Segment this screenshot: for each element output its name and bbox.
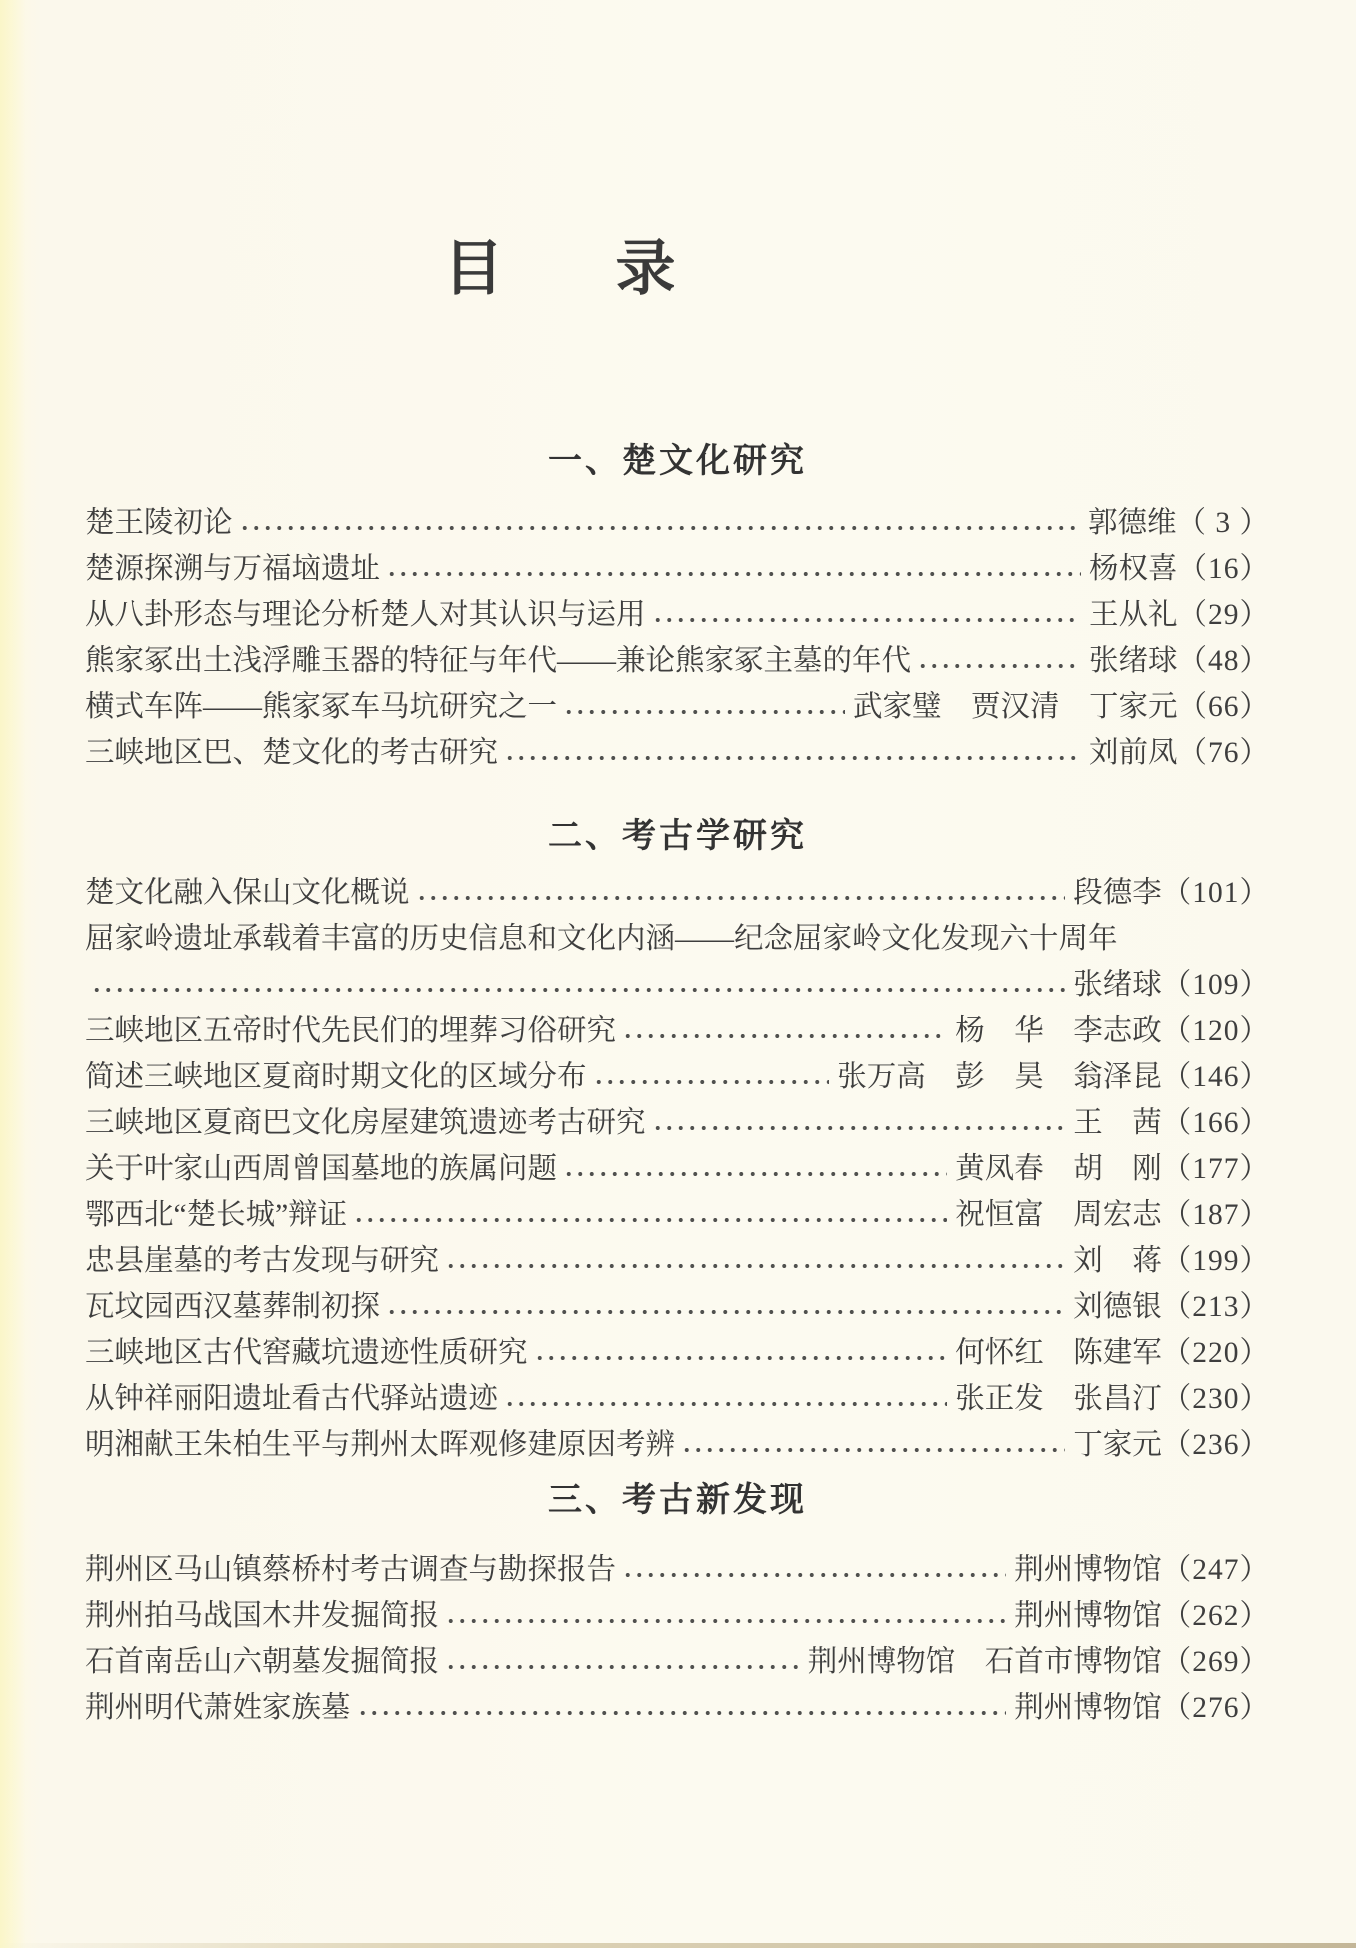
page-title-char: 目 <box>443 236 504 302</box>
entry-authors: 荆州博物馆 <box>1014 1554 1162 1586</box>
toc-entry <box>85 870 1270 916</box>
toc-entry <box>85 592 1270 638</box>
entry-page-number: （76） <box>1177 737 1270 769</box>
entry-page-number: （48） <box>1177 645 1270 677</box>
entry-title: 三峡地区夏商巴文化房屋建筑遗迹考古研究 <box>85 1107 646 1139</box>
toc-entry <box>85 1238 1270 1284</box>
toc-section <box>85 1480 1270 1731</box>
toc-entry <box>85 1192 1270 1238</box>
toc-entry <box>85 1639 1270 1685</box>
section-entries <box>85 1547 1270 1731</box>
toc-entry <box>85 1008 1270 1054</box>
entry-page-number: （276） <box>1161 1692 1270 1724</box>
entry-title: 三峡地区五帝时代先民们的埋葬习俗研究 <box>85 1015 617 1047</box>
toc-entry <box>85 962 1270 1008</box>
entry-page-number: （247） <box>1161 1554 1270 1586</box>
entry-page-number: （213） <box>1161 1291 1270 1323</box>
entry-authors: 张绪球 <box>1088 645 1178 677</box>
dot-leader <box>353 1192 947 1238</box>
entry-authors: 何怀红 陈建军 <box>955 1337 1162 1369</box>
entry-title: 楚王陵初论 <box>85 507 233 539</box>
toc-entry <box>85 546 1270 592</box>
entry-title: 忠县崖墓的考古发现与研究 <box>85 1245 440 1277</box>
toc-entry <box>85 1685 1270 1731</box>
entry-title: 楚文化融入保山文化概说 <box>85 877 410 909</box>
entry-page-number: （236） <box>1161 1429 1270 1461</box>
toc-entry <box>85 730 1270 776</box>
toc-sections <box>85 441 1270 1731</box>
toc-entry <box>85 1146 1270 1192</box>
entry-authors: 张绪球 <box>1073 969 1162 1001</box>
toc-entry <box>85 1284 1270 1330</box>
dot-leader <box>386 1284 1065 1330</box>
toc-section <box>85 816 1270 1468</box>
dot-leader <box>504 730 1081 776</box>
entry-page-number: （166） <box>1161 1107 1270 1139</box>
entry-title: 楚源探溯与万福垴遗址 <box>85 553 381 585</box>
entry-authors: 荆州博物馆 石首市博物馆 <box>807 1646 1162 1678</box>
entry-page-number: （101） <box>1161 877 1270 909</box>
entry-title: 石首南岳山六朝墓发掘简报 <box>85 1646 440 1678</box>
entry-authors: 刘德银 <box>1073 1291 1162 1323</box>
section-heading: 三、考古新发现 <box>548 1481 807 1519</box>
toc-entry <box>85 500 1270 546</box>
dot-leader <box>652 1100 1066 1146</box>
entry-authors: 段德李 <box>1073 877 1162 909</box>
dot-leader <box>622 1008 947 1054</box>
entry-title: 从钟祥丽阳遗址看古代驿站遗迹 <box>85 1383 499 1415</box>
page-title <box>0 225 1152 303</box>
entry-page-number: （269） <box>1161 1646 1270 1678</box>
toc-entry <box>85 638 1270 684</box>
entry-authors: 张万高 彭 昊 翁泽昆 <box>837 1061 1162 1093</box>
toc-entry <box>85 1547 1270 1593</box>
entry-page-number: （ 3 ） <box>1176 507 1270 539</box>
entry-page-number: （120） <box>1161 1015 1270 1047</box>
entry-authors: 杨 华 李志政 <box>955 1015 1162 1047</box>
entry-authors: 荆州博物馆 <box>1014 1692 1162 1724</box>
entry-title: 荆州明代萧姓家族墓 <box>85 1692 351 1724</box>
dot-leader <box>386 546 1081 592</box>
dot-leader <box>445 1238 1065 1284</box>
dot-leader <box>357 1685 1007 1731</box>
toc-entry <box>85 1376 1270 1422</box>
entry-page-number: （230） <box>1161 1383 1270 1415</box>
entry-page-number: （146） <box>1161 1061 1270 1093</box>
toc-entry <box>85 1054 1270 1100</box>
dot-leader <box>416 870 1066 916</box>
entry-authors: 刘前凤 <box>1088 737 1178 769</box>
entry-page-number: （109） <box>1161 969 1270 1001</box>
toc-entry <box>85 684 1270 730</box>
entry-authors: 王从礼 <box>1088 599 1178 631</box>
entry-title: 熊家冢出土浅浮雕玉器的特征与年代——兼论熊家冢主墓的年代 <box>85 645 912 677</box>
entry-page-number: （16） <box>1177 553 1270 585</box>
entry-page-number: （220） <box>1161 1337 1270 1369</box>
entry-title: 屈家岭遗址承载着丰富的历史信息和文化内涵——纪念屈家岭文化发现六十周年 <box>85 923 1118 955</box>
entry-title: 瓦坟园西汉墓葬制初探 <box>85 1291 381 1323</box>
entry-title: 荆州区马山镇蔡桥村考古调查与勘探报告 <box>85 1554 617 1586</box>
entry-authors: 郭德维 <box>1087 507 1177 539</box>
entry-title: 明湘献王朱柏生平与荆州太晖观修建原因考辨 <box>85 1429 676 1461</box>
section-entries <box>85 500 1270 776</box>
page-title-char: 录 <box>615 236 676 302</box>
dot-leader <box>534 1330 948 1376</box>
entry-authors: 杨权喜 <box>1088 553 1178 585</box>
entry-authors: 武家璧 贾汉清 丁家元 <box>852 691 1178 723</box>
entry-authors: 黄凤春 胡 刚 <box>955 1153 1162 1185</box>
entry-authors: 荆州博物馆 <box>1014 1600 1162 1632</box>
entry-title: 三峡地区巴、楚文化的考古研究 <box>85 737 499 769</box>
toc-entry <box>85 1100 1270 1146</box>
entry-authors: 王 茜 <box>1073 1107 1162 1139</box>
entry-title: 横式车阵——熊家冢车马坑研究之一 <box>85 691 558 723</box>
toc-entry <box>85 1330 1270 1376</box>
toc-entry <box>85 916 1270 962</box>
dot-leader <box>445 1593 1006 1639</box>
entry-title: 关于叶家山西周曾国墓地的族属问题 <box>85 1153 558 1185</box>
dot-leader <box>652 592 1081 638</box>
dot-leader <box>563 684 845 730</box>
entry-page-number: （177） <box>1161 1153 1270 1185</box>
entry-page-number: （187） <box>1161 1199 1270 1231</box>
entry-title: 从八卦形态与理论分析楚人对其认识与运用 <box>85 599 646 631</box>
dot-leader <box>563 1146 947 1192</box>
dot-leader <box>239 500 1080 546</box>
entry-page-number: （29） <box>1177 599 1270 631</box>
toc-section <box>85 441 1270 776</box>
toc-entry <box>85 1422 1270 1468</box>
toc-entry <box>85 1593 1270 1639</box>
entry-page-number: （66） <box>1177 691 1270 723</box>
entry-authors: 祝恒富 周宏志 <box>955 1199 1162 1231</box>
section-entries <box>85 870 1270 1468</box>
dot-leader <box>445 1639 800 1685</box>
entry-title: 简述三峡地区夏商时期文化的区域分布 <box>85 1061 587 1093</box>
entry-title: 荆州拍马战国木井发掘简报 <box>85 1600 440 1632</box>
dot-leader <box>593 1054 830 1100</box>
dot-leader <box>681 1422 1065 1468</box>
entry-authors: 刘 蒋 <box>1073 1245 1162 1277</box>
entry-authors: 张正发 张昌汀 <box>955 1383 1162 1415</box>
entry-title: 鄂西北“楚长城”辩证 <box>85 1199 348 1231</box>
entry-title: 三峡地区古代窖藏坑遗迹性质研究 <box>85 1337 528 1369</box>
dot-leader <box>622 1547 1006 1593</box>
section-heading: 二、考古学研究 <box>548 817 807 855</box>
dot-leader <box>504 1376 947 1422</box>
entry-page-number: （262） <box>1161 1600 1270 1632</box>
dot-leader <box>917 638 1081 684</box>
dot-leader <box>91 962 1065 1008</box>
entry-authors: 丁家元 <box>1073 1429 1162 1461</box>
entry-page-number: （199） <box>1161 1245 1270 1277</box>
section-heading: 一、楚文化研究 <box>548 442 807 480</box>
